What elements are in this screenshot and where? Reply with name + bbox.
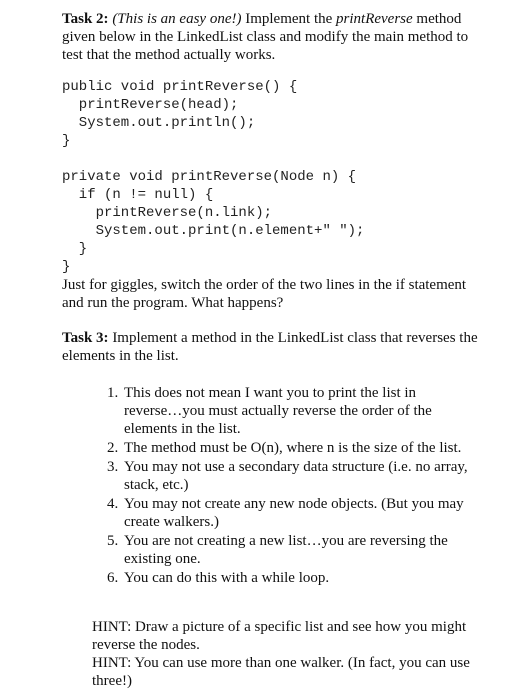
task2-method-name: printReverse [336,11,413,27]
list-item-text: This does not mean I want you to print the list in reverse…you must actually reverse the order of the elements in the list. [124,385,432,437]
code-line: printReverse(n.link); [62,205,273,221]
list-item [107,458,472,494]
code-line: System.out.print(n.element+" "); [62,223,365,239]
task3-text: Implement a method in the LinkedList class that reverses the elements in the list. [62,330,478,364]
code-line: System.out.println(); [62,115,256,131]
list-item [107,569,472,587]
list-item-number: 1. [107,385,119,401]
hint-paragraph: HINT: Draw a picture of a specific list and see how you might reverse the nodes. [92,619,467,653]
task2-paragraph [62,10,482,64]
task3-label: Task 3: [62,330,109,346]
list-item-number: 2. [107,440,119,456]
code-line: } [62,241,88,257]
requirements-list [107,384,472,588]
code-line: printReverse(head); [62,97,239,113]
task2-note: (This is an easy one!) [112,11,242,27]
list-item [107,384,472,438]
task3-paragraph [62,329,482,365]
list-item-number: 6. [107,570,119,586]
list-item [107,439,472,457]
list-item-number: 3. [107,459,119,475]
list-item-text: You may not use a secondary data structure (i.e. no array, stack, etc.) [124,459,468,493]
task2-label: Task 2: [62,11,109,27]
list-item [107,495,472,531]
list-item-text: You may not create any new node objects. (But you may create walkers.) [124,496,464,530]
code-line: private void printReverse(Node n) { [62,169,357,185]
list-item-number: 5. [107,533,119,549]
task2-text-b: method given below in the LinkedList class and modify the main method to test that the method actually works. [62,11,469,63]
hint-paragraph: HINT: You can use more than one walker. (In fact, you can use three!) [92,655,470,689]
code-line: } [62,259,71,275]
task2-text-a: Implement the [241,11,337,27]
list-item [107,532,472,568]
giggles-paragraph: Just for giggles, switch the order of the two lines in the if statement and run the program. What happens? [62,277,467,311]
code-line: if (n != null) { [62,187,214,203]
code-line: } [62,133,71,149]
list-item-text: You can do this with a while loop. [124,570,330,586]
code-line: public void printReverse() { [62,79,298,95]
list-item-number: 4. [107,496,119,512]
list-item-text: You are not creating a new list…you are reversing the existing one. [124,533,448,567]
list-item-text: The method must be O(n), where n is the size of the list. [124,440,462,456]
